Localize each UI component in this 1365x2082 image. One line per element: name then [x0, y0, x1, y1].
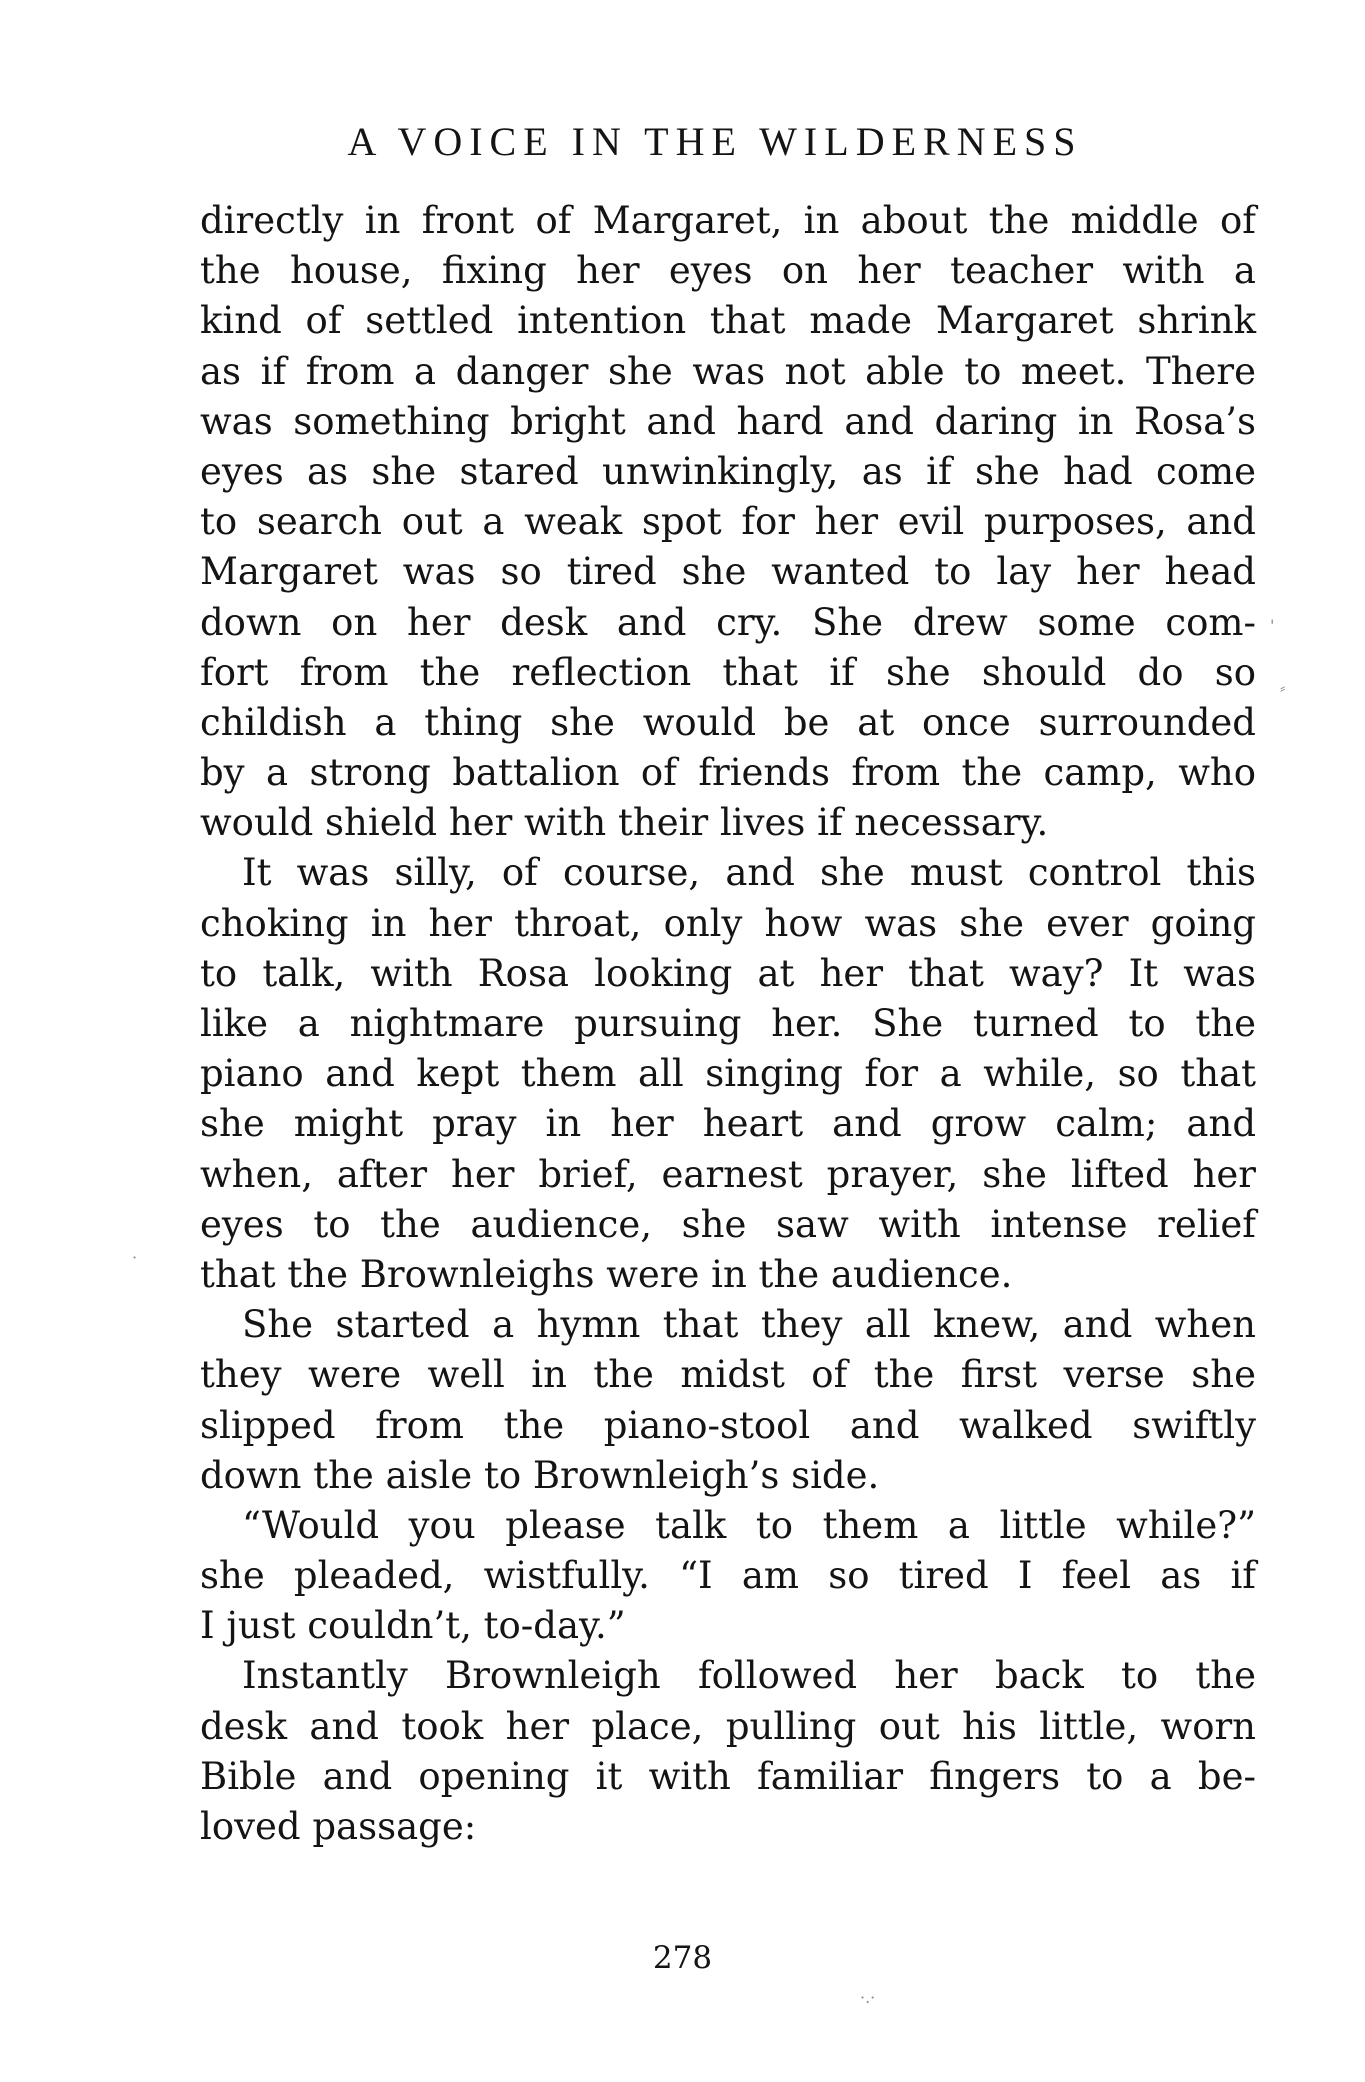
text-line: I just couldn’t, to-day.”	[200, 1604, 626, 1648]
text-line: kind of settled intention that made Margaret shrink	[200, 299, 1256, 343]
page-number: 278	[652, 1940, 713, 1976]
text-line: she pleaded, wistfully. “I am so tired I feel as if	[200, 1554, 1256, 1598]
print-speck: ⸗	[1280, 678, 1286, 697]
text-line: slipped from the piano-stool and walked swiftly	[200, 1403, 1256, 1447]
paragraph	[200, 848, 1256, 1300]
text-line: to talk, with Rosa looking at her that way? It was	[200, 951, 1256, 995]
text-line: would shield her with their lives if necessary.	[200, 801, 1049, 845]
text-line: childish a thing she would be at once surrounded	[200, 700, 1256, 744]
text-line: she might pray in her heart and grow calm; and	[200, 1102, 1256, 1146]
text-line: was something bright and hard and daring in Rosa’s	[200, 399, 1256, 443]
text-line: when, after her brief, earnest prayer, she lifted her	[200, 1152, 1256, 1196]
text-line: down the aisle to Brownleigh’s side.	[200, 1453, 880, 1497]
text-line: “Would you please talk to them a little while?”	[242, 1503, 1256, 1547]
text-line: desk and took her place, pulling out his little, worn	[200, 1704, 1256, 1748]
text-line: the house, fixing her eyes on her teacher with a	[200, 249, 1256, 293]
text-line: directly in front of Margaret, in about the middle of	[200, 199, 1256, 242]
paragraph	[200, 196, 1256, 848]
text-line: Margaret was so tired she wanted to lay her head	[200, 550, 1256, 594]
text-line: Bible and opening it with familiar fingers to a be-	[200, 1754, 1256, 1798]
print-speck: '	[1270, 616, 1275, 635]
text-line: piano and kept them all singing for a while, so that	[200, 1052, 1256, 1096]
text-line: as if from a danger she was not able to meet. There	[200, 349, 1256, 393]
text-line: eyes as she stared unwinkingly, as if she had come	[200, 449, 1256, 493]
text-line: choking in her throat, only how was she ever going	[200, 901, 1256, 945]
paragraph	[200, 1501, 1256, 1652]
running-head: A VOICE IN THE WILDERNESS	[347, 119, 1083, 164]
print-speck: ·	[132, 1248, 138, 1267]
text-line: Instantly Brownleigh followed her back to the	[242, 1654, 1256, 1698]
text-line: loved passage:	[200, 1805, 477, 1848]
text-line: by a strong battalion of friends from the camp, who	[200, 751, 1256, 795]
text-line: down on her desk and cry. She drew some com-	[200, 600, 1256, 644]
body-text	[200, 196, 1256, 1852]
text-line: to search out a weak spot for her evil purposes, and	[200, 500, 1256, 544]
text-line: eyes to the audience, she saw with intense relief	[200, 1202, 1256, 1246]
text-line: they were well in the midst of the first verse she	[200, 1353, 1256, 1397]
text-line: like a nightmare pursuing her. She turned to the	[200, 1002, 1256, 1045]
text-line: It was silly, of course, and she must control this	[242, 851, 1256, 895]
text-line: fort from the reflection that if she should do so	[200, 650, 1256, 694]
paragraph	[200, 1300, 1256, 1501]
paragraph	[200, 1651, 1256, 1852]
print-speck: ·.·	[860, 1988, 876, 2007]
text-line: She started a hymn that they all knew, and when	[242, 1303, 1256, 1347]
text-line: that the Brownleighs were in the audience.	[200, 1252, 1013, 1296]
